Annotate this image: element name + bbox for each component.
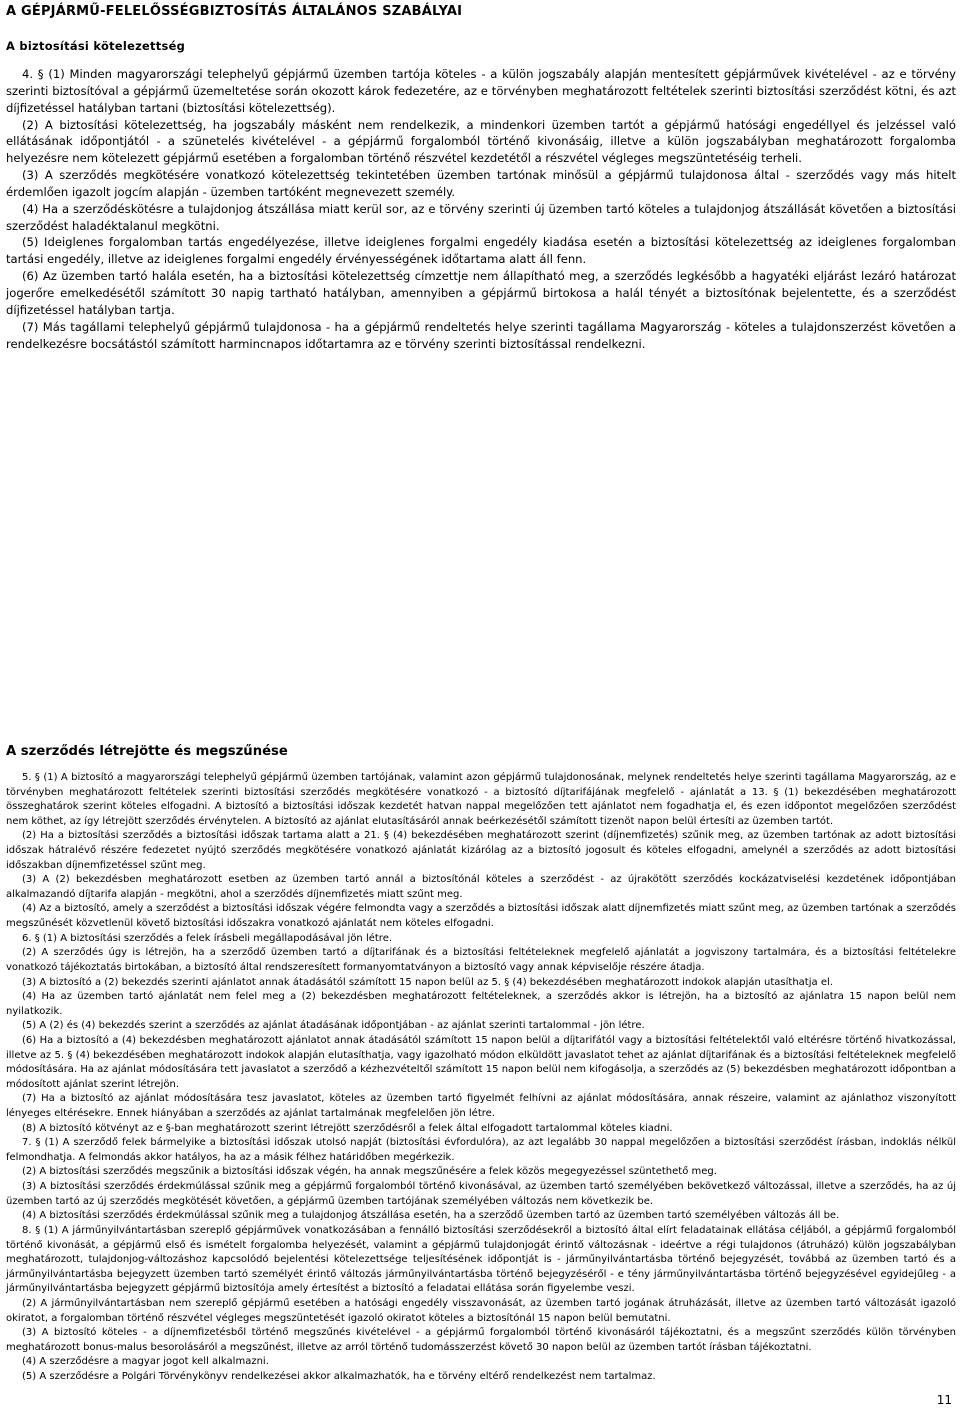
paragraph: (3) A szerződés megkötésére vonatkozó kötelezettség tekintetében üzemben tartónak minősül a gépjármű tulajdonosa által - szerződés vagy más hitelt érdemlően igazolt jogcím alapján - üzemben tartóként megnevezett személy. [6,168,956,199]
paragraph: (2) A járműnyilvántartásban nem szereplő gépjármű esetében a hatósági engedély visszavonását, az üzemben tartó jogának átruházását, illetve az üzemben tartó változását igazoló okiratot, a forgalomban történő részvétel végleges megszüntetését igazoló okiratot köteles a biztosítónál 15 napon belül bemutatni. [6,1297,956,1324]
paragraph: (5) A (2) és (4) bekezdés szerint a szerződés az ajánlat átadásának időpontjában - az ajánlat szerinti tartalommal - jön létre. [22,1020,645,1032]
paragraph: 8. § (1) A járműnyilvántartásban szereplő gépjárművek vonatkozásában a fennálló biztosítási szerződésekről a biztosító által elírt feladatainak ellátása céljából, a gépjármű forgalomból történő kivonását, a gépjármű első és ismételt forgalomba helyezését, valamint a gépjármű tulajdonjogát érintő változásnak - ideértve a régi tulajdonos (átruházó) külön jogszabályban meghatározott, tulajdonjog-változáshoz kapcsolódó bejelentési kötelezettsége teljesítésének időpontját is - járműnyilvántartásba történő bejegyzését, továbbá az üzemben tartó és a járműnyilvántartásba bejegyzett üzemben tartó személyét érintő változás járműnyilvántartásba történő bejegyzéséről - e tény járműnyilvántartásba történő bejegyzésével egyidejűleg - a járműnyilvántartásba bejegyzett gépjármű biztosítója amely értesítést a biztosító a feladatai ellátása során figyelembe veszi. [6,1224,956,1295]
paragraph: (4) Az a biztosító, amely a szerződést a biztosítási időszak végére felmondta vagy a szerződés a biztosítási időszak alatt díjnemfizetés miatt szűnt meg, az üzemben tartónak a szerződés megszűnését közvetlenül követő biztosítási időszakra vonatkozó ajánlatát nem köteles elfogadni. [6,903,956,930]
paragraph: (6) Ha a biztosító a (4) bekezdésben meghatározott ajánlatot annak átadásától számított 15 napon belül a díjtarifától vagy a biztosítási feltételektől való eltérésre történő hivatkozással, illetve az 5. § (4) bekezdésében meghatározott indokok alapján elutasíthatja, vagy igazolható módon elküldött javaslatot tehet az ajánlat díjtarifának és a biztosítási feltételeknek megfelelő módosítására. Ha az ajánlat módosítására tett javaslatot a szerződő a kézhezvételtől számított 15 napon belül nem kifogásolja, a szerződés az (5) bekezdésben meghatározott időpontban a módosított ajánlat szerint létrejön. [6,1034,956,1090]
paragraph: 7. § (1) A szerződő felek bármelyike a biztosítási időszak utolsó napját (biztosítási évfordulóra), az azt legalább 30 nappal megelőzően a biztosítási szerződést írásban, indoklás nélkül felmondhatja. A felmondás akkor hatályos, ha az a másik félhez határidőben megérkezik. [6,1137,956,1163]
paragraph: 6. § (1) A biztosítási szerződés a felek írásbeli megállapodásával jön létre. [22,932,393,944]
page-number: 11 [936,1393,952,1407]
section2-body [6,771,956,1385]
paragraph: (4) A szerződésre a magyar jogot kell alkalmazni. [22,1356,269,1368]
paragraph: (3) A (2) bekezdésben meghatározott esetben az üzemben tartó annál a biztosítónál köteles a szerződést - az újrakötött szerződés kockázatviselési kezdetének időpontjában alkalmazandó díjtarifa alapján - megkötni, ahol a szerződés díjnemfizetés miatt szűnt meg. [6,874,956,900]
section1-body [6,66,956,352]
section-title-biztositasi-kotelezettseg: A biztosítási kötelezettség [6,39,186,53]
paragraph: (2) Ha a biztosítási szerződés a biztosítási időszak tartama alatt a 21. § (4) bekezdésében meghatározott szerint (díjnemfizetés) szűnik meg, az üzemben tartónak az adott biztosítási időszak hátralévő részére fedezetet nyújtó szerződés megkötésére vonatkozó ajánlatát kizárólag az a biztosító jogosult és köteles elfogadni, amelynél a szerződés az adott biztosítási időszakban díjnemfizetéssel szűnt meg. [6,830,956,871]
paragraph: (4) Ha a szerződéskötésre a tulajdonjog átszállása miatt kerül sor, az e törvény szerinti új üzemben tartó köteles a tulajdonjog átszállását követően a biztosítási szerződést haladéktalanul megkötni. [6,201,956,233]
paragraph: (4) A biztosítási szerződés érdekmúlással szűnik meg a tulajdonjog átszállása esetén, ha a szerződő üzemben tartó az üzemben tartó személyében változás áll be. [22,1210,840,1222]
paragraph: (5) Ideiglenes forgalomban tartás engedélyezése, illetve ideiglenes forgalmi engedély kiadása esetén a biztosítási kötelezettség az ideiglenes forgalomban tartási engedély, illetve az ideiglenes forgalmi engedély érvényességének időtartama alatt áll fenn. [6,235,956,267]
paragraph: (4) Ha az üzemben tartó ajánlatát nem felel meg a (2) bekezdésben meghatározott feltételeknek, a szerződés akkor is létrejön, ha a biztosító az ajánlatra 15 napon belül nem nyilatkozik. [6,991,956,1017]
section-title-szerzodes-letrejotte: A szerződés létrejötte és megszűnése [6,744,288,759]
paragraph: (8) A biztosító kötvényt az e §-ban meghatározott szerint létrejött szerződésről a felek által elfogadott tartalommal köteles kiadni. [22,1122,673,1134]
paragraph: (5) A szerződésre a Polgári Törvénykönyv rendelkezései akkor alkalmazhatók, ha e törvény eltérő rendelkezést nem tartalmaz. [22,1370,656,1382]
paragraph: (2) A biztosítási kötelezettség, ha jogszabály másként nem rendelkezik, a mindenkori üzemben tartót a gépjármű hatósági engedéllyel és jelzéssel való ellátásának időpontjától - a szünetelés kivételével - a gépjármű forgalomból történő kivonásáig, illetve a külön jogszabályban meghatározott forgalomba helyezésre nem kötelezett gépjármű esetében a forgalomban történő részvétel kezdetétől a részvétel végleges megszüntetéséig terheli. [6,117,956,166]
paragraph: 4. § (1) Minden magyarországi telephelyű gépjármű üzemben tartója köteles - a külön jogszabály alapján mentesített gépjárművek kivételével - az e törvény szerinti biztosítóval a gépjármű üzemeltetése során okozott károk fedezetére, az e törvényben meghatározott feltételek szerinti biztosítási szerződést kötni, és azt díjfizetéssel hatályban tartani (biztosítási kötelezettség). [6,67,956,115]
paragraph: (7) Ha a biztosító az ajánlat módosítására tesz javaslatot, köteles az üzemben tartó figyelmét felhívni az ajánlat módosítására, annak részeire, valamint az ajánlathoz viszonyított lényeges eltérésekre. Ennek hiányában a szerződés az ajánlat tartalmának megfelelően jön létre. [6,1093,956,1120]
document-title: A GÉPJÁRMŰ-FELELŐSSÉGBIZTOSÍTÁS ÁLTALÁNOS SZABÁLYAI [6,4,463,19]
paragraph: (3) A biztosító köteles - a díjnemfizetésből történő megszűnés kivételével - a gépjármű forgalomból történő kivonásáról tájékoztatni, és a megszűnt szerződés külön törvényben meghatározott bonus-malus besorolásáról a megszűnést, illetve az arról történő tudomásszerzést követő 30 napon belül az üzemben tartót írásban tájékoztatni. [6,1327,956,1353]
paragraph: (2) A biztosítási szerződés megszűnik a biztosítási időszak végén, ha annak megszűnésére a felek közös megegyezéssel szüntethető meg. [22,1166,717,1178]
paragraph: 5. § (1) A biztosító a magyarországi telephelyű gépjármű üzemben tartójának, valamint azon gépjármű tulajdonosának, melynek rendeltetés helye szerinti tagállama Magyarország, az e törvényben meghatározott feltételek szerinti biztosítási szerződés megkötésére vonatkozó - a biztosító díjtarifájának megfelelő - ajánlatát a 13. § (1) bekezdésében meghatározott összeghatárok szerint köteles elfogadni. A biztosító a biztosítási időszak kezdetét hatvan nappal megelőzően tett ajánlatot nem fogadhatja el, és ezen időpontot megelőzően szerződést nem köthet, az így létrejött szerződés érvénytelen. A biztosító az ajánlat elutasításáról annak beérkezésétől számított tizenöt napon belül értesíti az üzemben tartót. [6,772,956,827]
paragraph: (3) A biztosító a (2) bekezdés szerinti ajánlatot annak átadásától számított 15 napon belül az 5. § (4) bekezdésében meghatározott indokok alapján utasíthatja el. [22,976,833,988]
paragraph: (3) A biztosítási szerződés érdekmúlással szűnik meg a gépjármű forgalomból történő kivonásával, az üzemben tartó személyében bekövetkező változással, illetve a szerződés, ha az új üzemben tartó az új szerződés megkötését követően, a gépjármű üzemben tartójának személyében változás nem következik be. [6,1181,956,1207]
paragraph: (2) A szerződés úgy is létrejön, ha a szerződő üzemben tartó a díjtarifának és a biztosítási feltételeknek megfelelő ajánlatát a jogviszony tartalmára, és a biztosítási feltételekre vonatkozó tájékoztatás birtokában, a biztosító által rendszeresített formanyomtatványon a biztosító vagy annak képviselője részére átadja. [6,947,956,973]
paragraph: (7) Más tagállami telephelyű gépjármű tulajdonosa - ha a gépjármű rendeltetés helye szerinti tagállama Magyarország - köteles a tulajdonszerzést követően a rendelkezésre bocsátástól számított harmincnapos időtartamra az e törvény szerinti biztosítással rendelkezni. [6,319,956,351]
paragraph: (6) Az üzemben tartó halála esetén, ha a biztosítási kötelezettség címzettje nem állapítható meg, a szerződés legkésőbb a hagyatéki eljárást lezáró határozat jogerőre emelkedésétől számított 30 napig tartható hatályban, amennyiben a gépjármű birtokosa a halál tényét a biztosítónak bejelentette, és a szerződést díjfizetéssel hatályban tartja. [6,269,956,317]
